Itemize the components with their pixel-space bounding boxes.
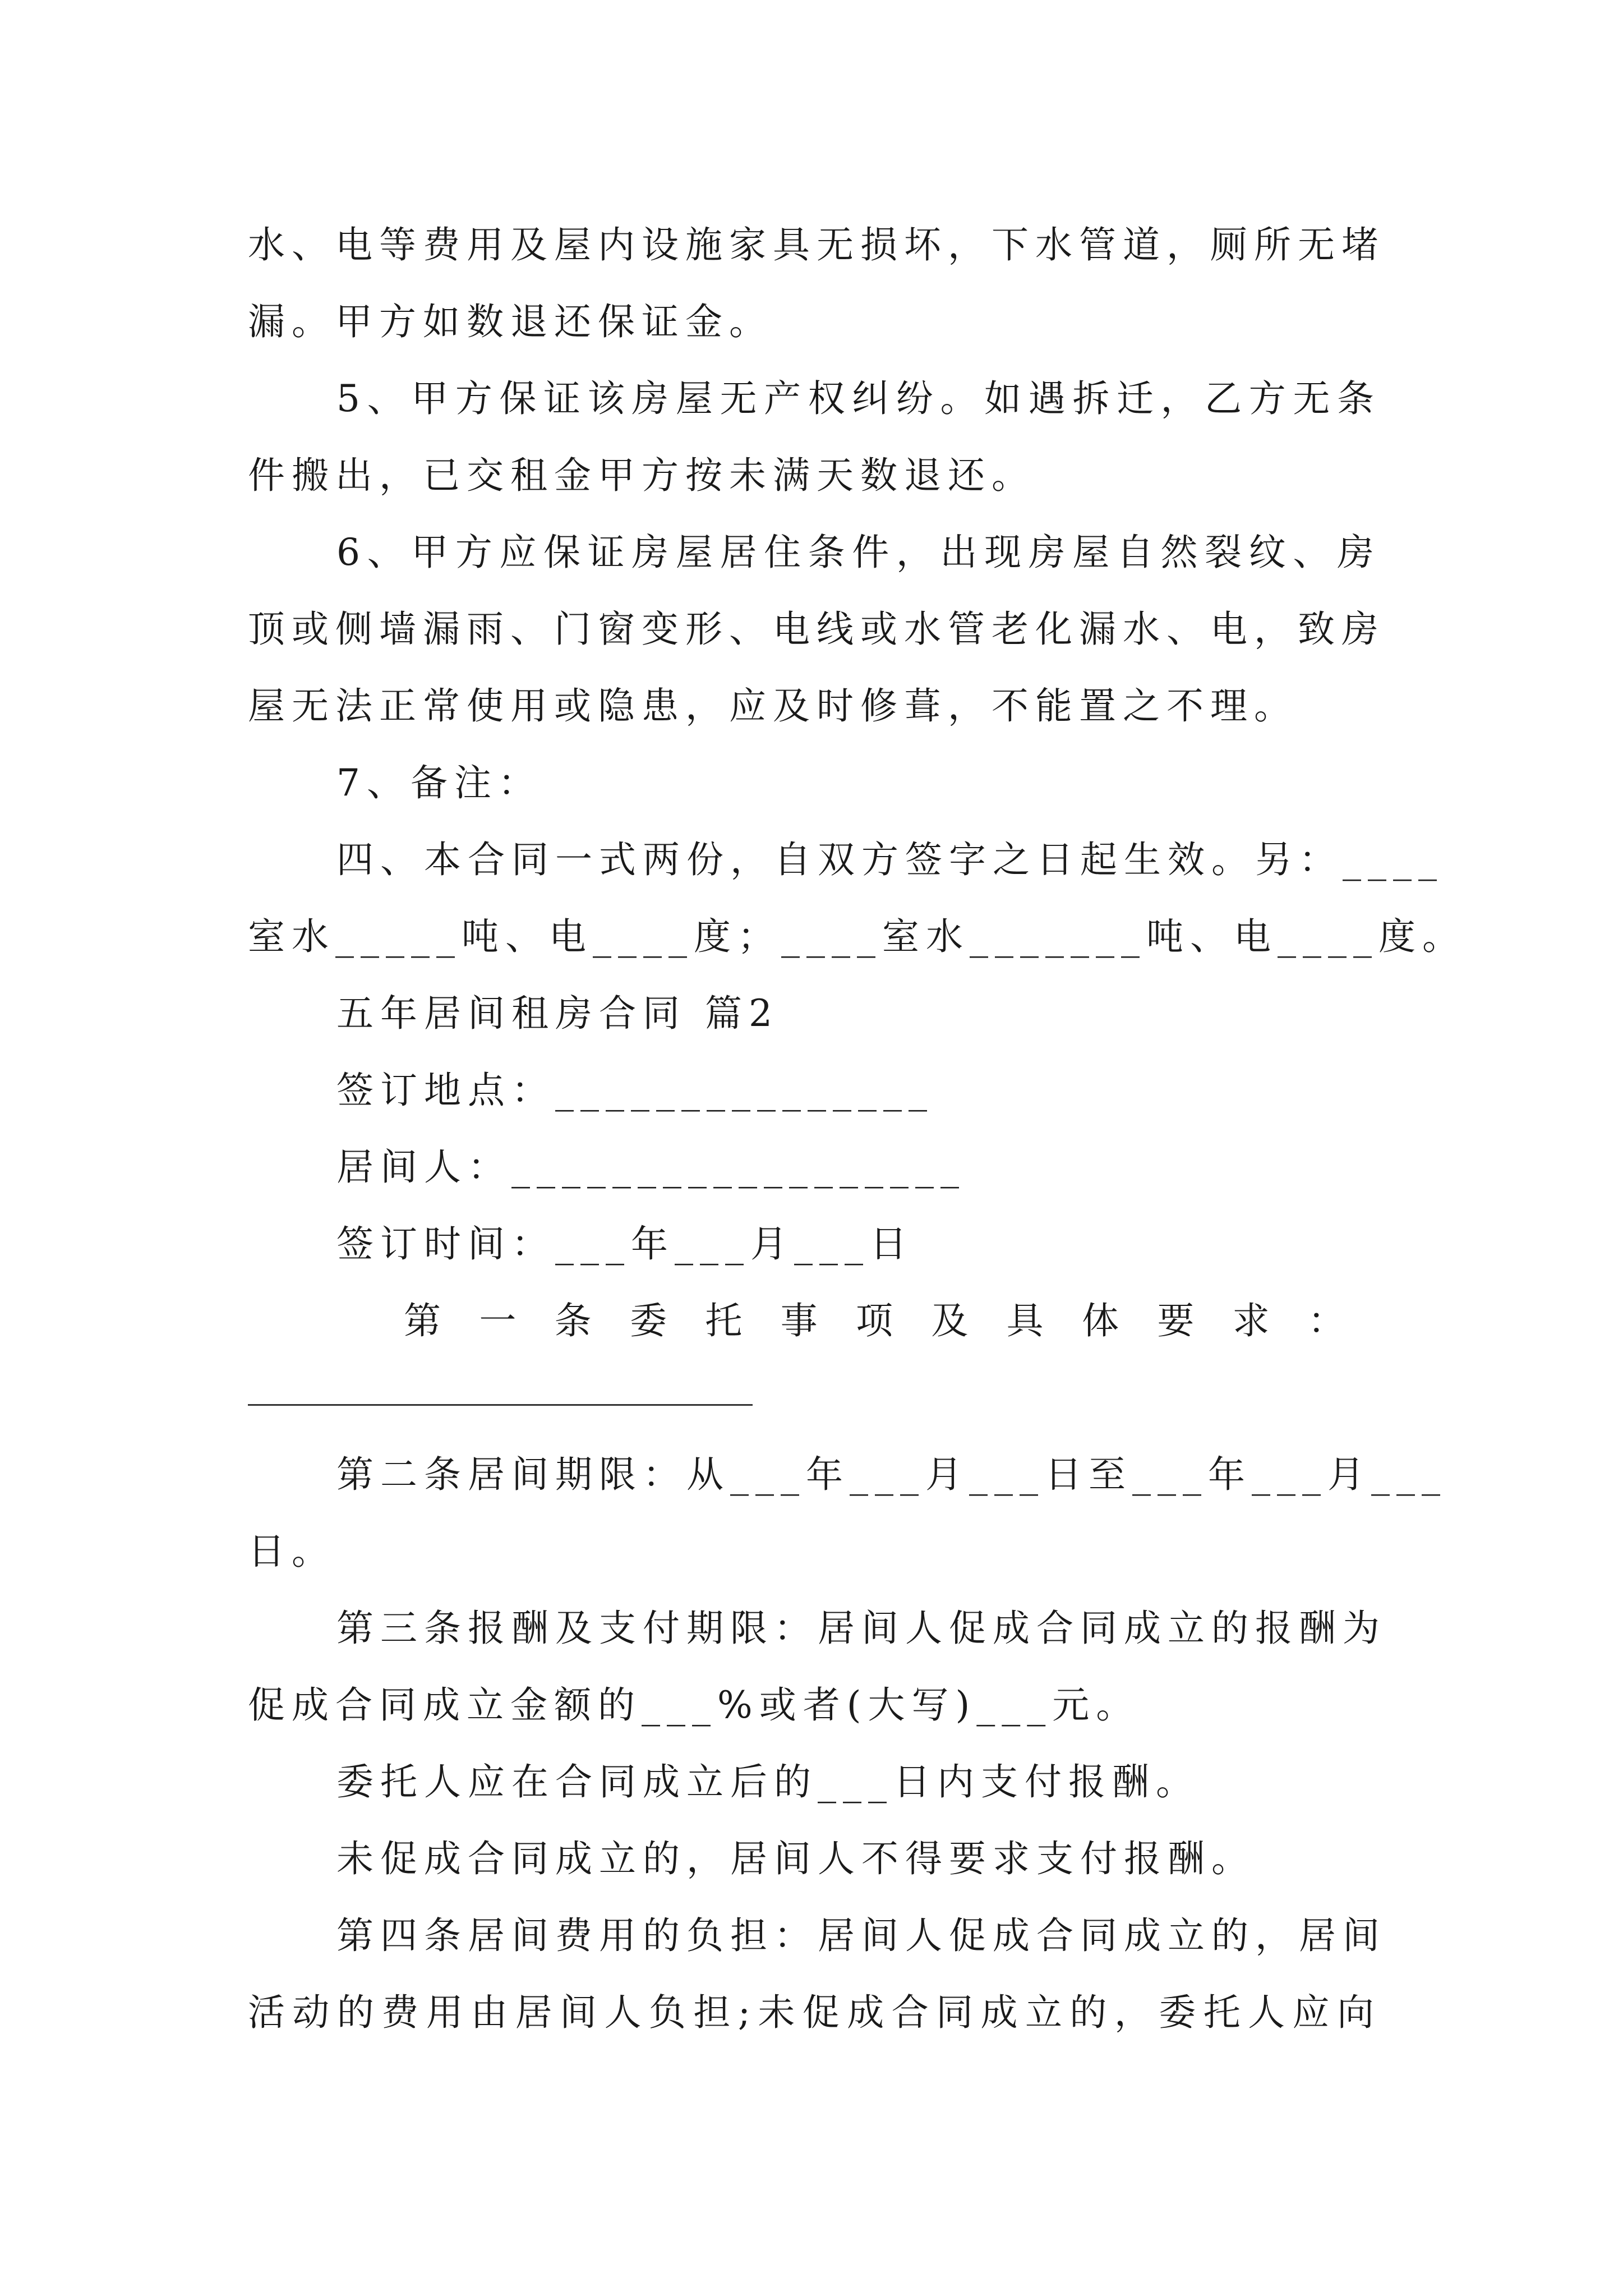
paragraph-line: 活动的费用由居间人负担;未促成合同成立的，委托人应向 xyxy=(248,1991,1381,2034)
paragraph-line: 第四条居间费用的负担：居间人促成合同成立的，居间 xyxy=(336,1914,1386,1957)
paragraph-line: 促成合同成立金额的___%或者(大写)___元。 xyxy=(248,1683,1140,1727)
paragraph-line: 漏。甲方如数退还保证金。 xyxy=(248,300,773,343)
paragraph-line: 屋无法正常使用或隐患，应及时修葺，不能置之不理。 xyxy=(248,684,1298,728)
form-line: 签订地点：_______________ xyxy=(336,1069,934,1112)
paragraph-line: 7、备注： xyxy=(336,761,542,804)
blank-underline xyxy=(248,1404,753,1406)
section-heading: 五年居间租房合同 篇2 xyxy=(336,992,779,1035)
paragraph-line: 日。 xyxy=(248,1530,335,1573)
paragraph-line: 顶或侧墙漏雨、门窗变形、电线或水管老化漏水、电，致房 xyxy=(248,608,1385,651)
paragraph-line: 委托人应在合同成立后的___日内支付报酬。 xyxy=(336,1760,1200,1803)
paragraph-line: 6、甲方应保证房屋居住条件，出现房屋自然裂纹、房 xyxy=(336,531,1381,574)
paragraph-line: 室水_____吨、电____度；____室水_______吨、电____度。 xyxy=(248,915,1466,958)
paragraph-line: 水、电等费用及屋内设施家具无损坏，下水管道，厕所无堵 xyxy=(248,223,1385,266)
paragraph-line: 第三条报酬及支付期限：居间人促成合同成立的报酬为 xyxy=(336,1607,1386,1650)
paragraph-line: 第二条居间期限：从___年___月___日至___年___月___ xyxy=(336,1453,1447,1496)
form-line: 签订时间：___年___月___日 xyxy=(336,1222,914,1266)
paragraph-line: 未促成合同成立的，居间人不得要求支付报酬。 xyxy=(336,1837,1255,1880)
clause-heading: 第一条委托事项及具体要求： xyxy=(404,1299,1381,1342)
paragraph-line: 5、甲方保证该房屋无产权纠纷。如遇拆迁，乙方无条 xyxy=(336,377,1381,420)
form-line: 居间人：__________________ xyxy=(336,1145,966,1189)
paragraph-line: 四、本合同一式两份，自双方签字之日起生效。另：____ xyxy=(336,838,1444,881)
paragraph-line: 件搬出，已交租金甲方按未满天数退还。 xyxy=(248,454,1035,497)
